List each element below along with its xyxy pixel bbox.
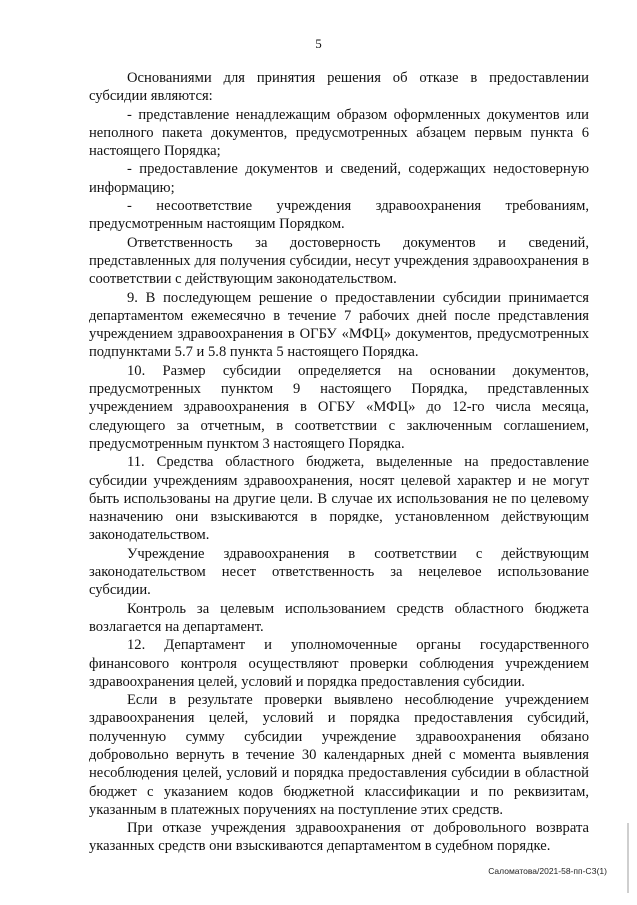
scan-edge-mark bbox=[627, 823, 629, 893]
page-number: 5 bbox=[315, 36, 322, 51]
paragraph-item-10: 10. Размер субсидии определяется на основании документов, предусмотренных пунктом 9 настоящего Порядка, представленных учреждением здравоохранения в ОГБУ «МФЦ» до 12-го числа месяца, следующего за отчетным, в соответствии с заключенным соглашением, предусмотренным пунктом 3 настоящего Порядка. bbox=[89, 362, 589, 452]
paragraph-item-11: 11. Средства областного бюджета, выделенные на предоставление субсидии учреждениям здравоохранения, носят целевой характер и не могут быть использованы на другие цели. В случае их использования не по целевому назначению они взыскиваются в порядке, установленном действующим законодательством. bbox=[89, 454, 589, 544]
list-item-noncompliance: - несоответствие учреждения здравоохранения требованиям, предусмотренным настоящим Порядком. bbox=[89, 198, 589, 233]
paragraph-control: Контроль за целевым использованием средств областного бюджета возлагается на департамент. bbox=[89, 600, 589, 635]
document-reference: Саломатова/2021-58-пп-СЗ(1) bbox=[488, 866, 607, 876]
paragraph-refusal-grounds: Основаниями для принятия решения об отказе в предоставлении субсидии являются: bbox=[89, 70, 589, 105]
document-body bbox=[89, 67, 589, 856]
paragraph-item-12: 12. Департамент и уполномоченные органы государственного финансового контроля осуществляют проверки соблюдения учреждением здравоохранения целей, условий и порядка предоставления субсидии. bbox=[89, 637, 589, 690]
list-item-false-information: - предоставление документов и сведений, содержащих недостоверную информацию; bbox=[89, 161, 589, 196]
paragraph-refund: Если в результате проверки выявлено несоблюдение учреждением здравоохранения целей, условий и порядка предоставления субсидий, полученную сумму субсидии учреждение здравоохранения обязано добровольно вернуть в течение 30 календарных дней с момента выявления несоблюдения целей, условий и порядка предоставления субсидии в областной бюджет с указанием кодов бюджетной классификации и по реквизитам, указанным в платежных поручениях на поступление этих средств. bbox=[89, 692, 589, 818]
paragraph-item-9: 9. В последующем решение о предоставлении субсидии принимается департаментом ежемесячно в течение 7 рабочих дней после представления учреждением здравоохранения в ОГБУ «МФЦ» документов, предусмотренных подпунктами 5.7 и 5.8 пункта 5 настоящего Порядка. bbox=[89, 289, 589, 361]
paragraph-responsibility: Ответственность за достоверность документов и сведений, представленных для получения субсидии, несут учреждения здравоохранения в соответствии с действующим законодательством. bbox=[89, 234, 589, 288]
paragraph-court-recovery: При отказе учреждения здравоохранения от добровольного возврата указанных средств они взыскиваются департаментом в судебном порядке. bbox=[89, 820, 589, 855]
paragraph-liability: Учреждение здравоохранения в соответствии с действующим законодательством несет ответственность за нецелевое использование субсидии. bbox=[89, 545, 589, 599]
list-item-improper-documents: - представление ненадлежащим образом оформленных документов или неполного пакета документов, предусмотренных абзацем первым пункта 6 настоящего Порядка; bbox=[89, 106, 589, 160]
